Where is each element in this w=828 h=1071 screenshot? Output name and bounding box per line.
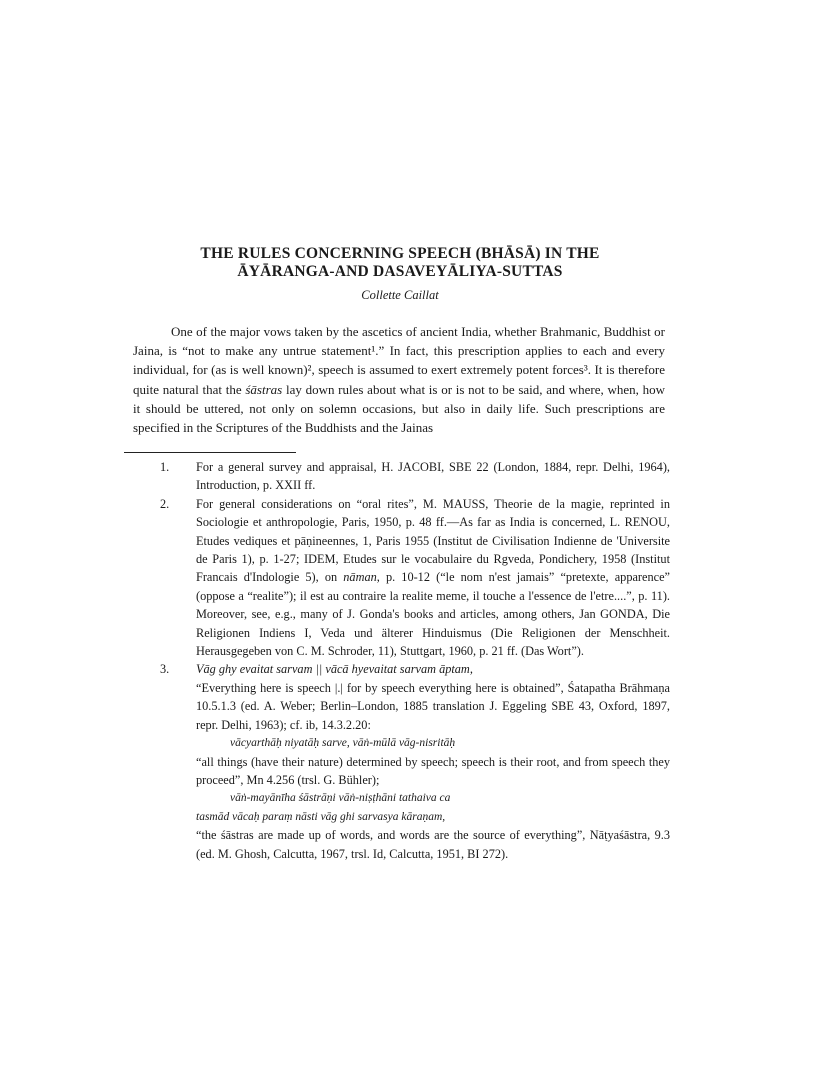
sanskrit-verse: vāṅ-mayānīha śāstrāṇi vāṅ-niṣṭhāni tathaiva ca — [230, 792, 451, 805]
sanskrit-quote: Vāg ghy evaitat sarvam || vācā hyevaitat sarvam āptam, — [196, 662, 473, 677]
footnote-paragraph — [196, 495, 670, 661]
footnote-paragraph: “all things (have their nature) determined by speech; speech is their root, and from speech they proceed”, Mn 4.256 (trsl. G. Bühler); — [196, 754, 670, 787]
footnote-number: 2. — [160, 496, 170, 511]
footnote-italic-term: nāman — [343, 570, 377, 585]
footnote-paragraph: “Everything here is speech |.| for by speech everything here is obtained”, Śatapatha Brāhmaṇa 10.5.1.3 (ed. A. Weber; Berlin–London, 1885 translation J. Eggeling SBE 43, Oxford, 1897, repr. Delhi, 1963); cf. ib, 14.3.2.20: — [196, 680, 670, 732]
footnote-1 — [160, 458, 670, 495]
footnote-2 — [160, 495, 670, 661]
footnote-number: 3. — [160, 662, 170, 677]
body-text-part: lay down rules about what is or is not to be said, and where, when, how it should be uttered, not only on solemn occasions, but also in daily life. Such prescriptions are specified in the Scriptures of the Buddhists and the Jainas — [133, 381, 665, 436]
sanskrit-verse: vācyarthāḥ niyatāḥ sarve, vāṅ-mūlā vāg-nisritāḥ — [230, 737, 456, 750]
sanskrit-verse: tasmād vācaḥ paraṃ nāsti vāg ghi sarvasya kāraṇam, — [196, 810, 446, 823]
body-paragraph — [133, 322, 665, 437]
footnote-number: 1. — [160, 460, 170, 474]
footnotes — [160, 458, 670, 863]
footnote-text — [196, 660, 670, 862]
footnote-text — [196, 458, 670, 495]
paper-title-line-1: THE RULES CONCERNING SPEECH (BHĀSĀ) IN THE — [200, 245, 600, 262]
body-text-part: One of the major vows taken by the ascetics of ancient India, whether Brahmanic, Buddhist or Jaina, is “not to make any untrue statement¹.” In fact, this prescription applies to each and every individual, for (as is well known)², speech is assumed to exert extremely potent forces³. It is therefore quite natural that the — [133, 324, 665, 397]
footnote-separator — [124, 452, 296, 453]
footnote-paragraph: For a general survey and appraisal, H. JACOBI, SBE 22 (London, 1884, repr. Delhi, 1964), Introduction, p. XXII ff. — [196, 460, 670, 493]
paper-title-line-2: ĀYĀRANGA-AND DASAVEYĀLIYA-SUTTAS — [237, 263, 563, 280]
body-italic-term: śāstras — [245, 381, 283, 397]
footnote-text — [196, 495, 670, 661]
footnote-text-part: For general considerations on “oral rites”, M. MAUSS, Theorie de la magie, reprinted in Sociologie et anthropologie, Paris, 1950, p. 48 ff.—As far as India is concerned, L. RENOU, Etudes vediques et pāṇineennes, 1, Paris 1955 (Institut de Civilisation Indienne de 'Universite de Paris 1), p. 1-27; IDEM, Etudes sur le vocabulaire du Rgveda, Pondichery, 1958 (Institut Francais d'Indologie 5), on — [196, 496, 670, 585]
author-name: Collette Caillat — [361, 288, 439, 302]
footnote-paragraph: “the śāstras are made up of words, and words are the source of everything”, Nāṭyaśāstra, 9.3 (ed. M. Ghosh, Calcutta, 1967, trsl. Id, Calcutta, 1951, BI 272). — [196, 828, 670, 861]
footnote-text-part: , p. 10-12 (“le nom n'est jamais” “pretexte, apparence” (oppose a “realite”); il est au contraire la realite meme, il touche a l'essence de l'etre....”, p. 11). Moreover, see, e.g., many of J. Gonda's books and articles, among others, Jan GONDA, Die Religionen Indiens I, Veda und älterer Hinduismus (Die Religionen der Menschheit. Herausgegeben von C. M. Schroder, 11), Stuttgart, 1960, p. 21 ff. (Das Wort”). — [196, 570, 671, 659]
footnote-3 — [160, 660, 670, 862]
